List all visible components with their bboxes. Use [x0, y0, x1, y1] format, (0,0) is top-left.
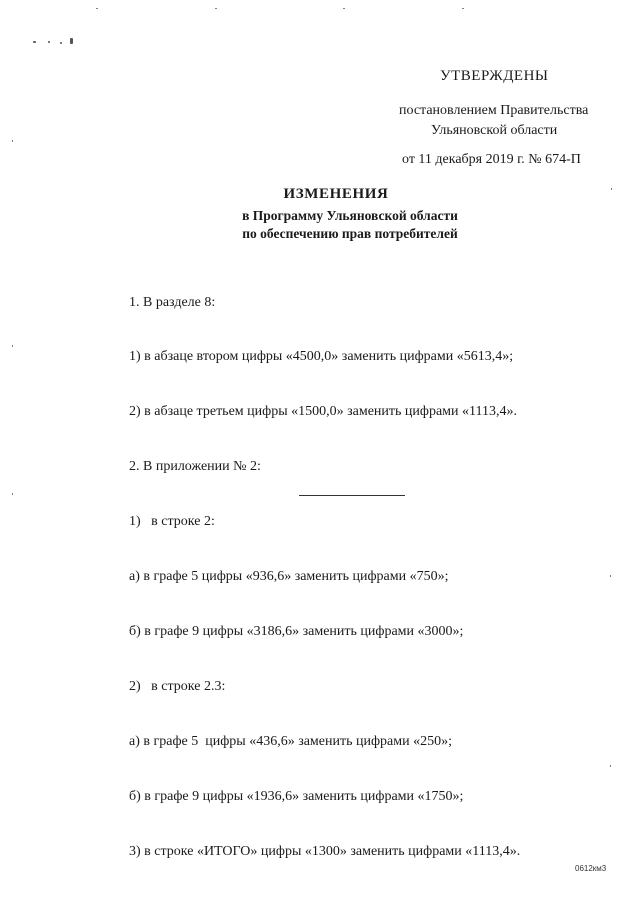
amendment-line: 1. В разделе 8: — [129, 294, 216, 310]
scan-speck — [343, 8, 345, 9]
document-subtitle-line1: в Программу Ульяновской области — [242, 208, 458, 223]
amendment-line: а) в графе 5 цифры «436,6» заменить цифрами «250»; — [129, 733, 453, 749]
amendment-line: а) в графе 5 цифры «936,6» заменить цифрами «750»; — [129, 569, 449, 585]
scan-speck — [12, 345, 13, 347]
document-title: ИЗМЕНЕНИЯ — [283, 186, 389, 202]
scan-speck — [611, 188, 612, 190]
scan-speck — [610, 765, 611, 767]
end-separator-line — [299, 495, 405, 496]
scan-speck — [215, 8, 217, 9]
scan-speck — [462, 8, 464, 9]
amendment-line: 1) в строке 2: — [129, 514, 215, 530]
document-subtitle-line2: по обеспечению прав потребителей — [242, 226, 458, 241]
approval-issuer-line2: Ульяновской области — [431, 123, 558, 138]
amendments-list — [129, 257, 520, 879]
scan-speck — [96, 8, 98, 9]
amendment-line: 3) в строке «ИТОГО» цифры «1300» заменить цифрами «1113,4». — [129, 843, 521, 859]
amendment-line: 1) в абзаце втором цифры «4500,0» заменить цифрами «5613,4»; — [129, 349, 514, 365]
amendment-line: б) в графе 9 цифры «3186,6» заменить цифрами «3000»; — [129, 623, 464, 639]
scan-speck — [12, 140, 13, 142]
scan-speck — [33, 41, 36, 43]
scan-speck — [12, 493, 13, 495]
amendment-line: 2) в строке 2.3: — [129, 678, 226, 694]
approval-date: от 11 декабря 2019 г. № 674-П — [402, 152, 581, 167]
amendment-line: 2) в абзаце третьем цифры «1500,0» заменить цифрами «1113,4». — [129, 404, 517, 420]
amendment-line: 2. В приложении № 2: — [129, 459, 261, 475]
scan-speck — [60, 42, 62, 44]
scan-speck — [48, 41, 50, 43]
scan-speck — [610, 575, 611, 577]
approval-issuer-line1: постановлением Правительства — [399, 103, 589, 118]
footer-code: 0612км3 — [575, 864, 607, 873]
approval-title: УТВЕРЖДЕНЫ — [440, 68, 549, 84]
scan-speck — [70, 38, 73, 44]
amendment-line: б) в графе 9 цифры «1936,6» заменить цифрами «1750»; — [129, 788, 464, 804]
